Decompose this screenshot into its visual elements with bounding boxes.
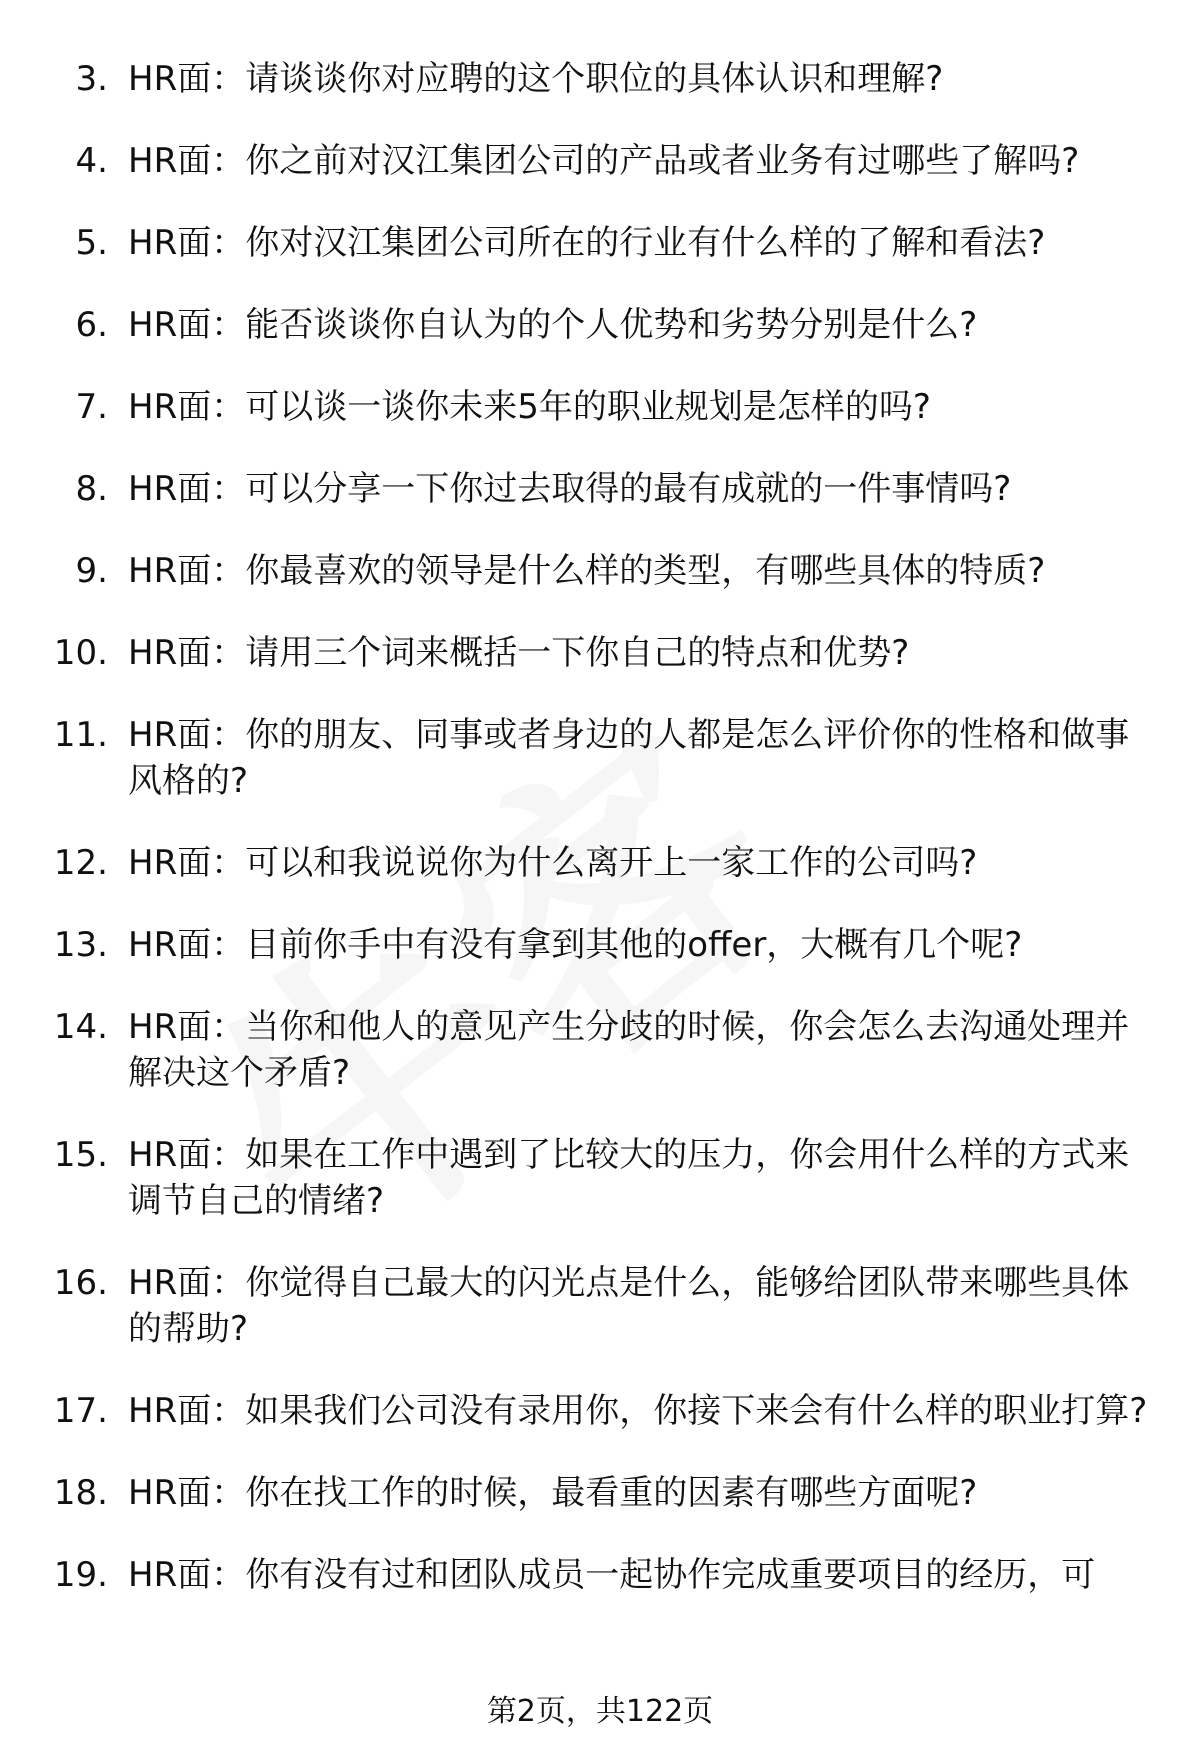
question-number: 19.	[53, 1555, 108, 1595]
question-number: 16.	[53, 1263, 108, 1303]
question-text: HR面：你之前对汉江集团公司的产品或者业务有过哪些了解吗?	[128, 141, 1080, 181]
question-text: HR面：可以和我说说你为什么离开上一家工作的公司吗?	[128, 843, 978, 883]
question-number: 14.	[53, 1007, 108, 1047]
question-text: HR面：请谈谈你对应聘的这个职位的具体认识和理解?	[128, 59, 944, 99]
question-text: HR面：当你和他人的意见产生分歧的时候，你会怎么去沟通处理并解决这个矛盾?	[128, 1007, 1130, 1093]
question-item	[0, 138, 1200, 184]
question-number: 17.	[53, 1391, 108, 1431]
question-number: 18.	[53, 1473, 108, 1513]
question-number: 10.	[53, 633, 108, 673]
question-text: HR面：如果我们公司没有录用你，你接下来会有什么样的职业打算?	[128, 1391, 1148, 1431]
question-number: 11.	[53, 715, 108, 755]
page-number-label: 第2页，共122页	[486, 1694, 714, 1729]
question-item	[0, 384, 1200, 430]
question-item	[0, 466, 1200, 512]
question-text: HR面：你对汉江集团公司所在的行业有什么样的了解和看法?	[128, 223, 1046, 263]
question-text: HR面：目前你手中有没有拿到其他的offer，大概有几个呢?	[128, 925, 1023, 965]
question-number: 5.	[75, 223, 108, 263]
question-item	[0, 56, 1200, 102]
question-list	[0, 56, 1200, 1634]
question-item	[0, 548, 1200, 594]
question-number: 7.	[75, 387, 108, 427]
question-item	[0, 220, 1200, 266]
question-item	[0, 1388, 1200, 1434]
question-item	[0, 302, 1200, 348]
question-text: HR面：你在找工作的时候，最看重的因素有哪些方面呢?	[128, 1473, 978, 1513]
question-text: HR面：你有没有过和团队成员一起协作完成重要项目的经历，可	[128, 1555, 1096, 1595]
question-text: HR面：能否谈谈你自认为的个人优势和劣势分别是什么?	[128, 305, 978, 345]
question-text: HR面：可以谈一谈你未来5年的职业规划是怎样的吗?	[128, 387, 931, 427]
question-item	[0, 1470, 1200, 1516]
question-number: 8.	[75, 469, 108, 509]
question-number: 3.	[75, 59, 108, 99]
question-text: HR面：你觉得自己最大的闪光点是什么，能够给团队带来哪些具体的帮助?	[128, 1263, 1130, 1349]
question-text: HR面：你最喜欢的领导是什么样的类型，有哪些具体的特质?	[128, 551, 1046, 591]
question-item	[0, 1260, 1200, 1352]
question-item	[0, 712, 1200, 804]
page-footer	[0, 1692, 1200, 1732]
question-text: HR面：你的朋友、同事或者身边的人都是怎么评价你的性格和做事风格的?	[128, 715, 1130, 801]
question-text: HR面：如果在工作中遇到了比较大的压力，你会用什么样的方式来调节自己的情绪?	[128, 1135, 1130, 1221]
question-item	[0, 922, 1200, 968]
question-text: HR面：可以分享一下你过去取得的最有成就的一件事情吗?	[128, 469, 1012, 509]
question-number: 6.	[75, 305, 108, 345]
question-text: HR面：请用三个词来概括一下你自己的特点和优势?	[128, 633, 910, 673]
question-item	[0, 1132, 1200, 1224]
question-number: 13.	[53, 925, 108, 965]
question-item	[0, 840, 1200, 886]
question-number: 4.	[75, 141, 108, 181]
question-number: 15.	[53, 1135, 108, 1175]
question-number: 9.	[75, 551, 108, 591]
question-item	[0, 1004, 1200, 1096]
question-item	[0, 630, 1200, 676]
question-number: 12.	[53, 843, 108, 883]
question-item	[0, 1552, 1200, 1598]
